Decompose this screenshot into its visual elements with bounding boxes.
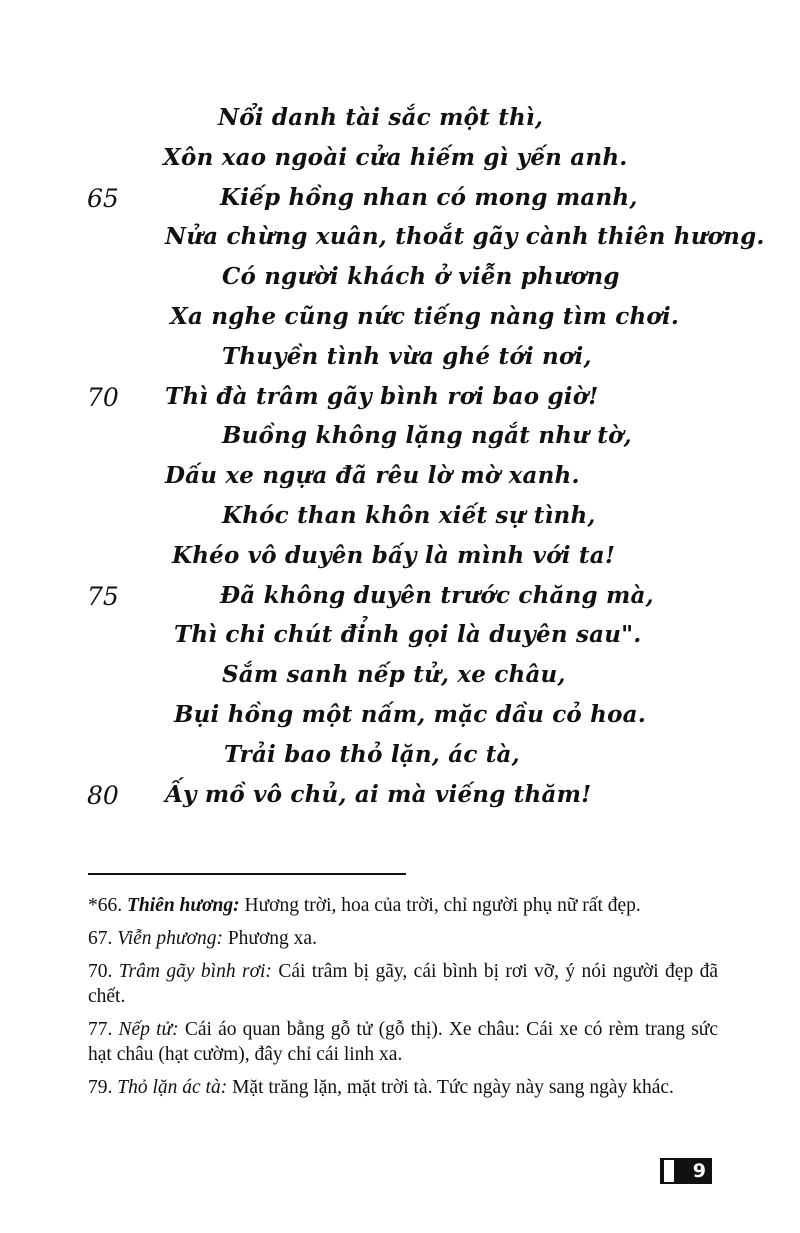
footnote xyxy=(88,926,718,951)
poem-line xyxy=(0,498,800,538)
footnote xyxy=(88,1075,718,1100)
poem-line xyxy=(0,458,800,498)
footnote-term: Nếp tử: xyxy=(118,1019,179,1040)
line-number: 70 xyxy=(87,382,119,412)
poem-block xyxy=(0,100,800,816)
verse-text: Nửa chừng xuân, thoắt gãy cành thiên hương. xyxy=(165,223,765,251)
verse-text: Thuyền tình vừa ghé tới nơi, xyxy=(222,342,592,370)
verse-text: Đã không duyên trước chăng mà, xyxy=(220,581,654,609)
footnote-ref: 67. xyxy=(88,928,113,949)
footnote-divider xyxy=(88,873,406,875)
footnote-ref: 79. xyxy=(88,1077,113,1098)
footnote xyxy=(88,959,718,1009)
line-number: 75 xyxy=(87,581,119,611)
poem-line xyxy=(0,777,800,817)
poem-line xyxy=(0,140,800,180)
verse-text: Bụi hồng một nấm, mặc dầu cỏ hoa. xyxy=(174,700,646,728)
poem-line xyxy=(0,578,800,618)
footnote-text: Cái trâm bị gãy, cái bình bị rơi vỡ, ý nói người đẹp đã chết. xyxy=(88,961,719,1007)
page-number-badge xyxy=(660,1158,712,1184)
line-number: 65 xyxy=(87,183,119,213)
footnote-text: Mặt trăng lặn, mặt trời tà. Tức ngày này sang ngày khác. xyxy=(232,1077,674,1098)
verse-text: Khóc than khôn xiết sự tình, xyxy=(222,501,596,529)
footnote-ref: 77. xyxy=(88,1019,113,1040)
footnote-ref: *66. xyxy=(88,895,123,916)
verse-text: Có người khách ở viễn phương xyxy=(222,263,620,291)
poem-line xyxy=(0,538,800,578)
footnote-text: Hương trời, hoa của trời, chỉ người phụ nữ rất đẹp. xyxy=(244,895,641,916)
footnotes xyxy=(88,893,718,1108)
poem-line xyxy=(0,339,800,379)
poem-line xyxy=(0,299,800,339)
poem-line xyxy=(0,379,800,419)
page-number: 9 xyxy=(692,1160,706,1182)
poem-line xyxy=(0,418,800,458)
poem-line xyxy=(0,259,800,299)
footnote-term: Trâm gãy bình rơi: xyxy=(118,961,272,982)
poem-line xyxy=(0,737,800,777)
footnote-text: Phương xa. xyxy=(227,928,317,949)
poem-line xyxy=(0,657,800,697)
verse-text: Xa nghe cũng nức tiếng nàng tìm chơi. xyxy=(170,302,680,330)
footnote xyxy=(88,1017,718,1067)
footnote-text: Cái áo quan bằng gỗ tử (gỗ thị). Xe châu: Cái xe có rèm trang sức hạt châu (hạt cườm), đây chỉ cái linh xa. xyxy=(88,1019,719,1065)
line-number: 80 xyxy=(87,780,119,810)
footnote-term: Viễn phương: xyxy=(117,928,223,949)
verse-text: Sắm sanh nếp tử, xe châu, xyxy=(222,661,566,689)
verse-text: Khéo vô duyên bấy là mình với ta! xyxy=(172,541,616,569)
verse-text: Xôn xao ngoài cửa hiếm gì yến anh. xyxy=(163,143,628,171)
verse-text: Trải bao thỏ lặn, ác tà, xyxy=(224,740,520,768)
footnote-ref: 70. xyxy=(88,961,113,982)
poem-line xyxy=(0,180,800,220)
poem-line xyxy=(0,219,800,259)
footnote-term: Thỏ lặn ác tà: xyxy=(117,1077,228,1098)
verse-text: Ấy mồ vô chủ, ai mà viếng thăm! xyxy=(165,780,592,808)
page-ornament-icon xyxy=(662,1158,676,1184)
verse-text: Thì chi chút đỉnh gọi là duyên sau". xyxy=(174,621,642,649)
poem-line xyxy=(0,100,800,140)
verse-text: Kiếp hồng nhan có mong manh, xyxy=(220,183,638,211)
verse-text: Nổi danh tài sắc một thì, xyxy=(218,104,544,131)
poem-line xyxy=(0,617,800,657)
footnote xyxy=(88,893,718,918)
verse-text: Buồng không lặng ngắt như tờ, xyxy=(222,422,632,450)
verse-text: Thì đà trâm gãy bình rơi bao giờ! xyxy=(165,382,599,410)
poem-line xyxy=(0,697,800,737)
footnote-term: Thiên hương: xyxy=(127,895,240,916)
verse-text: Dấu xe ngựa đã rêu lờ mờ xanh. xyxy=(165,462,580,490)
